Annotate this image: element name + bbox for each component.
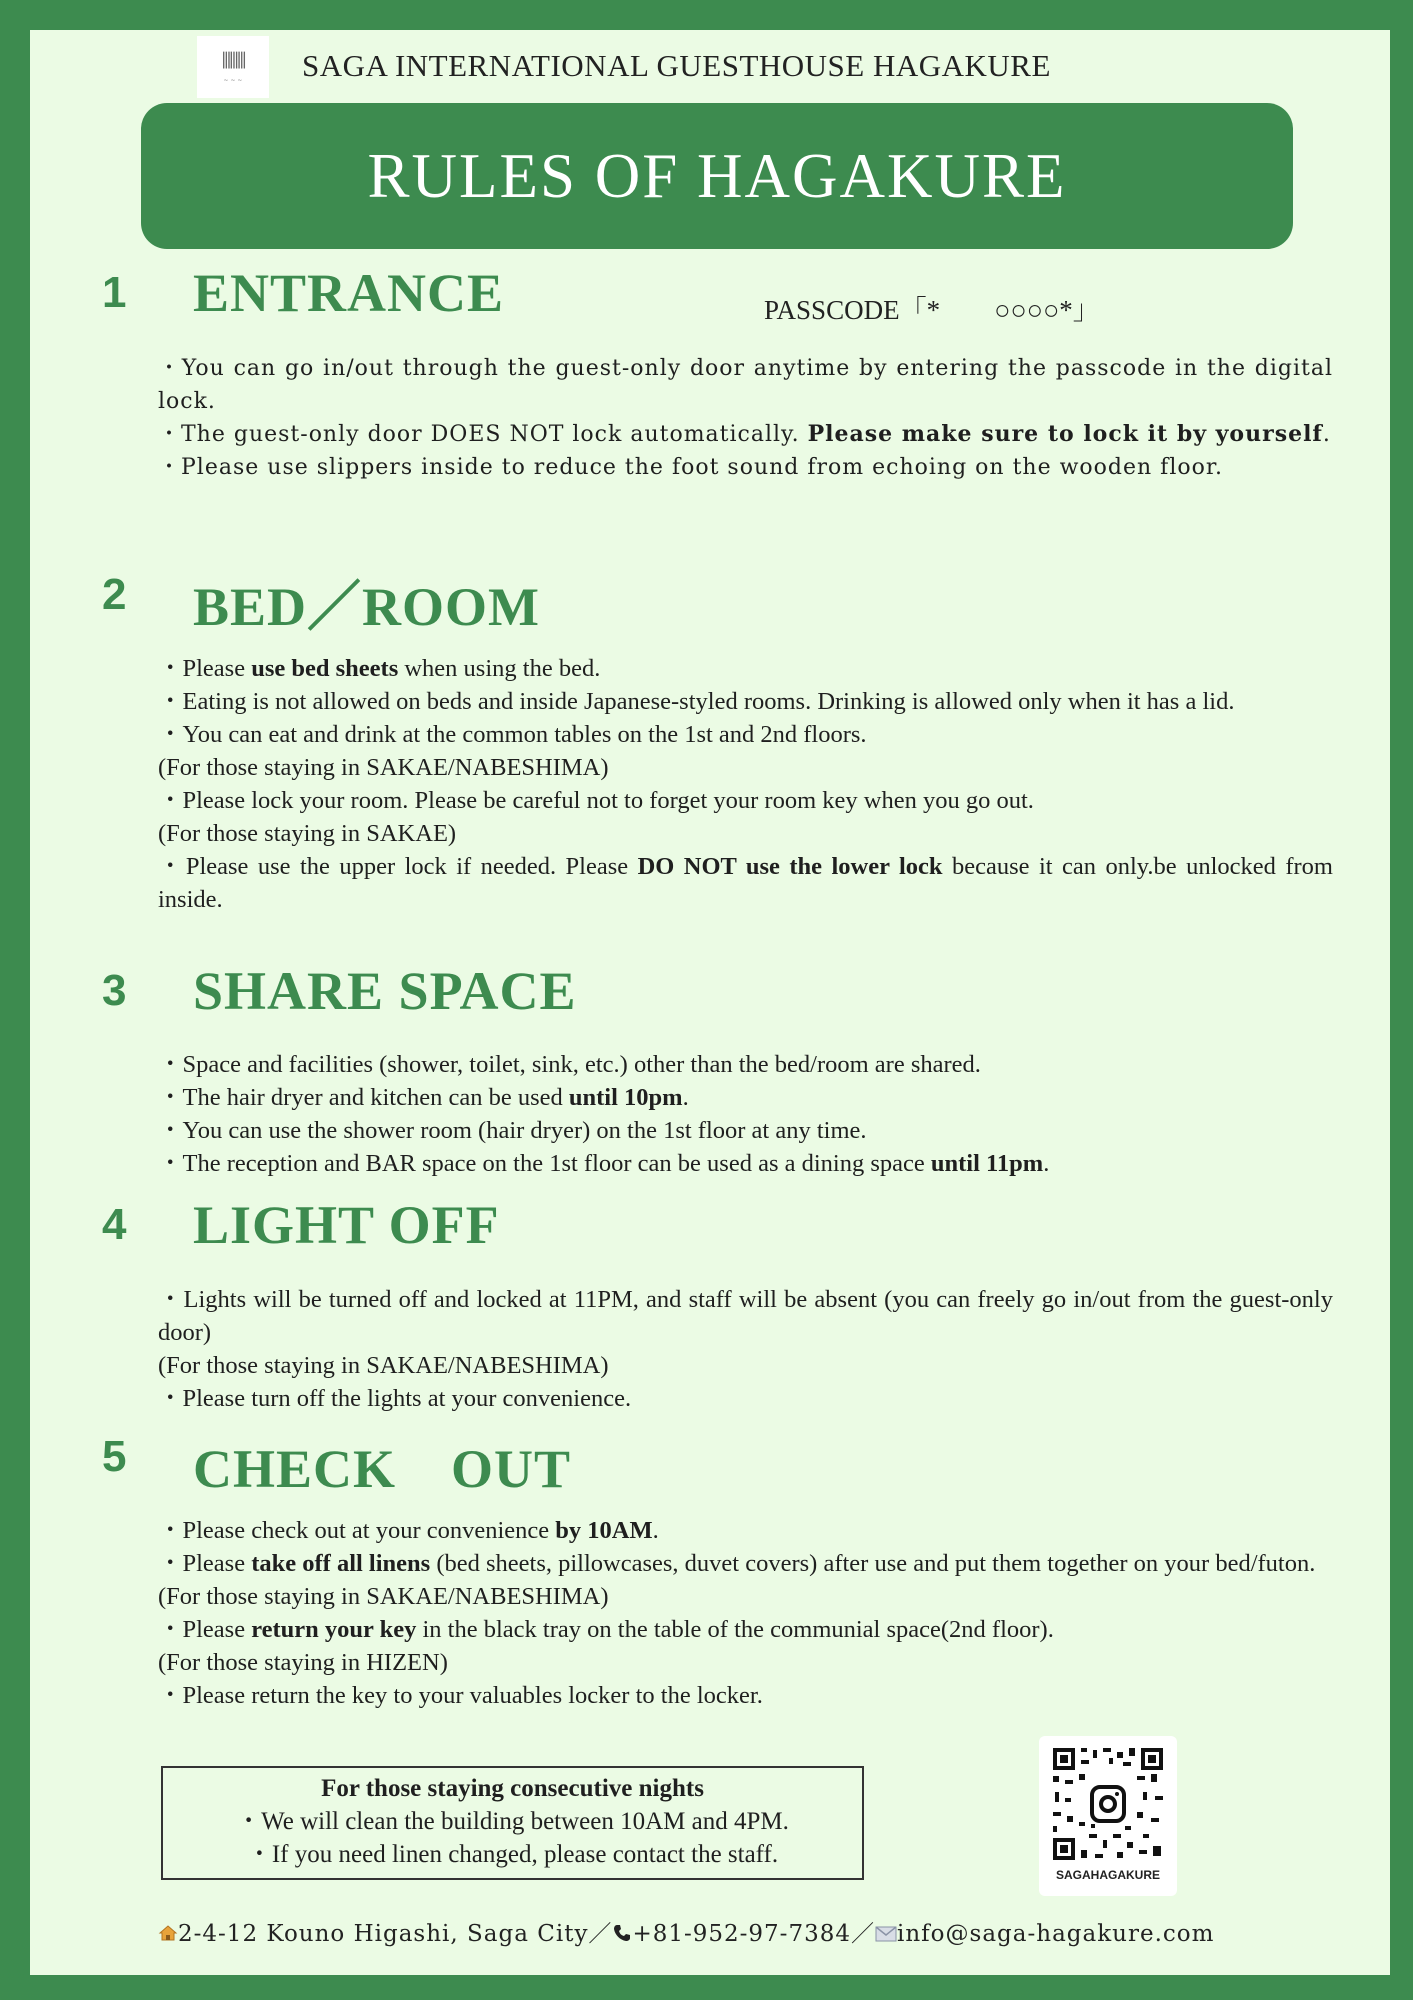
section-title: CHECK OUT [193, 1439, 572, 1499]
rule-line [158, 418, 1333, 451]
section-number: 1 [102, 268, 127, 317]
house-icon [158, 1923, 178, 1949]
rule-line [158, 1580, 1333, 1613]
section-light-off [30, 1195, 1390, 1260]
section-title: LIGHT OFF [193, 1195, 500, 1255]
rule-text: ・The reception and BAR space on the 1st floor can be used as a dining space [158, 1150, 931, 1177]
rule-text: in the black tray on the table of the communial space(2nd floor). [416, 1616, 1054, 1643]
logo-mark: ~ ~ ~ [223, 76, 243, 84]
rule-line [158, 1081, 1333, 1114]
rule-text: ・Please return the key to your valuables locker to the locker. [158, 1682, 763, 1709]
rule-text: ・You can go in/out through the guest-only door anytime by entering the passcode in the digital lock. [158, 356, 1333, 414]
rule-line [158, 1613, 1333, 1646]
email-link[interactable]: info@saga-hagakure.com [897, 1921, 1215, 1947]
rule-emphasis: use bed sheets [251, 655, 399, 682]
rule-line [158, 685, 1333, 718]
rule-line [158, 1114, 1333, 1147]
check-out-rules [158, 1514, 1333, 1712]
rule-line [158, 718, 1333, 751]
rule-line [158, 1514, 1333, 1547]
rule-text: ・Please use slippers inside to reduce the foot sound from echoing on the wooden floor. [158, 455, 1223, 480]
rule-text: ・Please use the upper lock if needed. Please [158, 853, 638, 880]
rule-line [158, 817, 1333, 850]
rule-text: ・Please [158, 655, 252, 682]
rules-sheet [30, 30, 1390, 1975]
rule-emphasis: Please make sure to lock it by yourself [807, 421, 1323, 447]
rule-text: because it can only.be unlocked from inside. [158, 853, 1333, 913]
rule-line [158, 652, 1333, 685]
notice-line: ・We will clean the building between 10AM and 4PM. [236, 1808, 789, 1835]
rule-text: ・Please turn off the lights at your convenience. [158, 1385, 632, 1412]
phone-number[interactable]: +81-952-97-7384／ [632, 1921, 875, 1947]
instagram-qr-card[interactable] [1039, 1736, 1177, 1896]
rule-line [158, 784, 1333, 817]
title-banner [141, 103, 1293, 249]
envelope-icon [875, 1923, 897, 1949]
section-number: 2 [102, 570, 127, 619]
rule-emphasis: by 10AM [555, 1517, 653, 1544]
rule-line [158, 1147, 1333, 1180]
rule-text: . [1043, 1150, 1050, 1177]
rule-line [158, 1547, 1333, 1580]
section-check-out [30, 1432, 1390, 1499]
contact-footer [158, 1915, 1214, 1949]
rule-text: ・You can eat and drink at the common tables on the 1st and 2nd floors. [158, 721, 867, 748]
rule-emphasis: until 11pm [930, 1150, 1044, 1177]
rule-line [158, 451, 1333, 484]
page-title: RULES OF HAGAKURE [367, 140, 1067, 211]
passcode-label: PASSCODE「* ○○○○*」 [764, 295, 1100, 325]
section-number: 4 [102, 1200, 127, 1249]
rule-line [158, 751, 1333, 784]
share-space-rules [158, 1048, 1333, 1180]
rule-text: (For those staying in SAKAE/NABESHIMA) [158, 754, 609, 781]
guesthouse-logo [197, 36, 269, 98]
qr-code-icon [1051, 1746, 1165, 1864]
rule-line [158, 1048, 1333, 1081]
address-text: 2-4-12 Kouno Higashi, Saga City／ [178, 1921, 613, 1947]
section-entrance [30, 263, 1390, 328]
rule-line [158, 1349, 1333, 1382]
section-number: 3 [102, 966, 127, 1015]
rule-text: ・The hair dryer and kitchen can be used [158, 1084, 569, 1111]
rule-text: (For those staying in SAKAE/NABESHIMA) [158, 1583, 609, 1610]
section-title: SHARE SPACE [193, 961, 577, 1021]
rule-text: . [652, 1517, 659, 1544]
rule-emphasis: return your key [251, 1616, 417, 1643]
rule-text: . [682, 1084, 689, 1111]
leaf-logo-icon: ⦀⦀⦀ [221, 48, 245, 74]
notice-line: ・If you need linen changed, please contact the staff. [246, 1841, 779, 1868]
rule-line [158, 1382, 1333, 1415]
rule-text: . [1322, 422, 1331, 447]
rule-text: ・Space and facilities (shower, toilet, sink, etc.) other than the bed/room are shared. [158, 1051, 981, 1078]
rule-text: ・You can use the shower room (hair dryer) on the 1st floor at any time. [158, 1117, 867, 1144]
rule-text: ・The guest-only door DOES NOT lock automatically. [158, 422, 808, 447]
brand-name: SAGA INTERNATIONAL GUESTHOUSE HAGAKURE [302, 48, 1051, 83]
rule-text: (bed sheets, pillowcases, duvet covers) after use and put them together on your bed/futon. [430, 1550, 1316, 1577]
rule-text: (For those staying in SAKAE/NABESHIMA) [158, 1352, 609, 1379]
section-bed-room [30, 570, 1390, 637]
phone-icon [612, 1923, 632, 1949]
qr-label: SAGAHAGAKURE [1055, 1868, 1160, 1882]
light-off-rules [158, 1283, 1333, 1415]
rule-emphasis: take off all linens [251, 1550, 431, 1577]
bed-room-rules [158, 652, 1333, 916]
rule-text: ・Lights will be turned off and locked at 11PM, and staff will be absent (you can freely go in/out from the guest-only door) [158, 1286, 1333, 1346]
rule-text: (For those staying in SAKAE) [158, 820, 457, 847]
rule-line [158, 1283, 1333, 1349]
rule-line [158, 352, 1333, 418]
section-title: ENTRANCE [193, 263, 505, 323]
rule-line [158, 1646, 1333, 1679]
rule-text: when using the bed. [398, 655, 601, 682]
rule-line [158, 1679, 1333, 1712]
section-title: BED／ROOM [193, 577, 541, 637]
rule-text: ・Please [158, 1550, 252, 1577]
rule-emphasis: DO NOT use the lower lock [637, 853, 943, 880]
rule-emphasis: until 10pm [568, 1084, 683, 1111]
rule-text: ・Please lock your room. Please be careful not to forget your room key when you go out. [158, 787, 1034, 814]
rule-text: ・Please [158, 1616, 252, 1643]
entrance-rules [158, 352, 1333, 484]
rule-text: ・Eating is not allowed on beds and inside Japanese-styled rooms. Drinking is allowed only when it has a lid. [158, 688, 1235, 715]
rule-line [158, 850, 1333, 916]
section-share-space [30, 961, 1390, 1026]
consecutive-nights-notice [161, 1766, 864, 1880]
rule-text: (For those staying in HIZEN) [158, 1649, 448, 1676]
section-number: 5 [102, 1432, 127, 1481]
notice-title: For those staying consecutive nights [321, 1775, 704, 1802]
rule-text: ・Please check out at your convenience [158, 1517, 556, 1544]
